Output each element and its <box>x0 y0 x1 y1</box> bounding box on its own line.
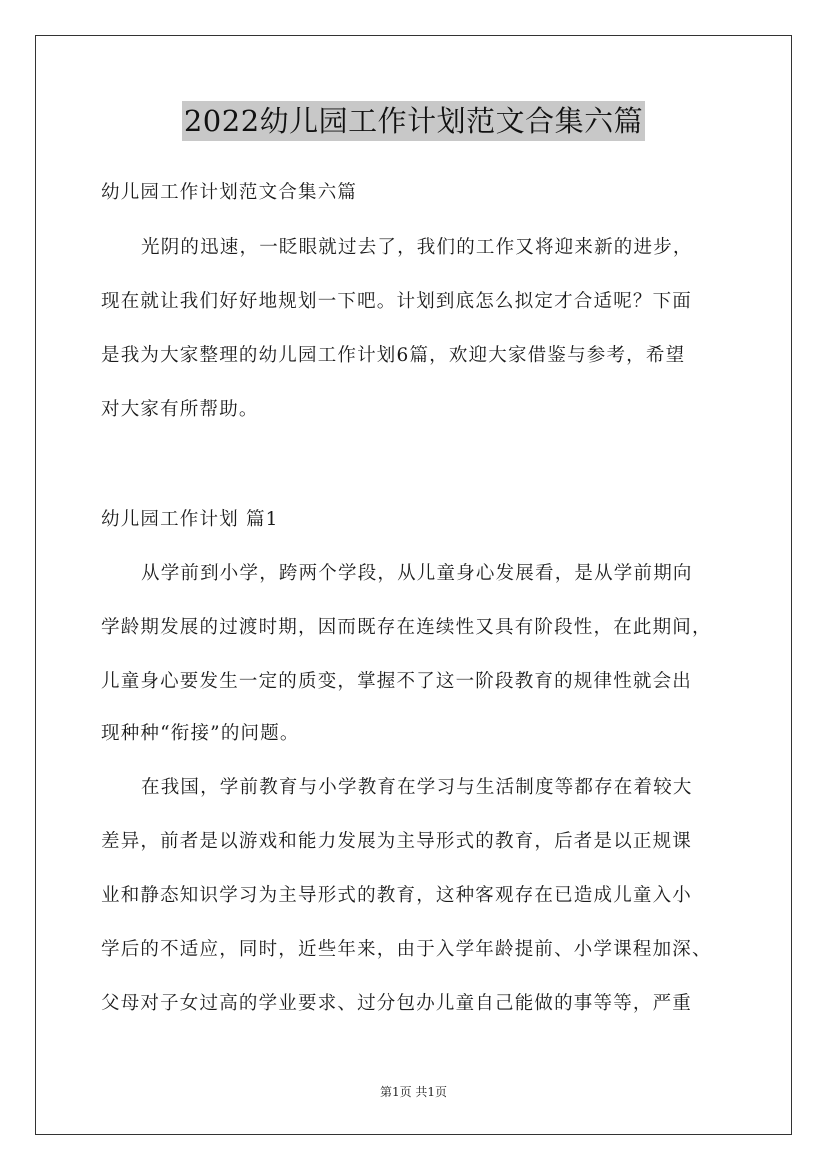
intro-line: 现在就让我们好好地规划一下吧。计划到底怎么拟定才合适呢？下面 <box>101 291 693 312</box>
paragraph-line: 儿童身心要发生一定的质变，掌握不了这一阶段教育的规律性就会出 <box>101 671 693 692</box>
paragraph-line: 从学前到小学，跨两个学段，从儿童身心发展看，是从学前期向 <box>141 563 693 584</box>
paragraph-line: 在我国，学前教育与小学教育在学习与生活制度等都存在着较大 <box>141 777 693 798</box>
page-footer: 第1页 共1页 <box>379 1085 448 1099</box>
paragraph-line: 学后的不适应，同时，近些年来，由于入学年龄提前、小学课程加深、 <box>101 939 712 960</box>
intro-line: 光阴的迅速，一眨眼就过去了，我们的工作又将迎来新的进步， <box>141 237 693 258</box>
intro-line: 是我为大家整理的幼儿园工作计划6篇，欢迎大家借鉴与参考，希望 <box>101 345 686 366</box>
paragraph-line: 父母对子女过高的学业要求、过分包办儿童自己能做的事等等，严重 <box>101 993 693 1014</box>
paragraph-line: 学龄期发展的过渡时期，因而既存在连续性又具有阶段性，在此期间， <box>101 617 712 638</box>
title-container <box>0 101 827 141</box>
document-subtitle: 幼儿园工作计划范文合集六篇 <box>101 182 358 203</box>
paragraph-line: 现种种“衔接”的问题。 <box>101 723 300 744</box>
intro-line: 对大家有所帮助。 <box>101 399 259 420</box>
section-heading: 幼儿园工作计划 篇1 <box>101 509 279 530</box>
paragraph-line: 业和静态知识学习为主导形式的教育，这种客观存在已造成儿童入小 <box>101 885 693 906</box>
document-title: 2022幼儿园工作计划范文合集六篇 <box>182 101 645 141</box>
paragraph-line: 差异，前者是以游戏和能力发展为主导形式的教育，后者是以正规课 <box>101 831 693 852</box>
